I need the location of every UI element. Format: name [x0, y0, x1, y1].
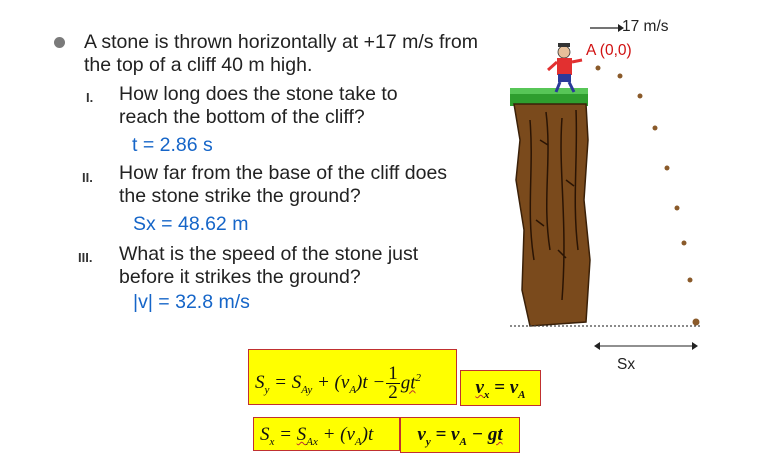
answer-1: t = 2.86 s: [132, 134, 213, 156]
cliff-diagram: [500, 0, 776, 380]
origin-label: A (0,0): [586, 42, 632, 59]
trajectory-stones: [596, 66, 700, 326]
velocity-label: 17 m/s: [622, 18, 669, 35]
equation-velocity-x: $v_x = v_A$: [460, 370, 541, 406]
equation-vertical-displacement: $S_y = S_{Ay} + (v_A)t$ − $\frac{1}{2}$ $gt^2$: [248, 349, 457, 405]
answer-3: |v| = 32.8 m/s: [133, 291, 250, 313]
problem-statement: A stone is thrown horizontally at +17 m/s from the top of a cliff 40 m high.: [84, 31, 478, 76]
answer-2: Sx = 48.62 m: [133, 213, 249, 235]
question-3-text: What is the speed of the stone just before it strikes the ground?: [119, 243, 419, 288]
question-numeral-2: II.: [82, 170, 93, 185]
question-1-text: How long does the stone take to reach the bottom of the cliff?: [119, 83, 398, 128]
equation-horizontal-displacement: $S_x = S_{Ax} + (v_A)t$: [253, 417, 400, 451]
question-numeral-1: I.: [86, 90, 94, 105]
question-2-text: How far from the base of the cliff does the stone strike the ground?: [119, 162, 448, 207]
equation-velocity-y: $v_y = v_A$ − gt: [400, 417, 520, 453]
question-numeral-3: III.: [78, 250, 93, 265]
distance-label: Sx: [617, 356, 636, 373]
thrower-figure: [548, 43, 582, 92]
cliff-rock: [514, 104, 590, 326]
bullet-point: [54, 37, 65, 48]
